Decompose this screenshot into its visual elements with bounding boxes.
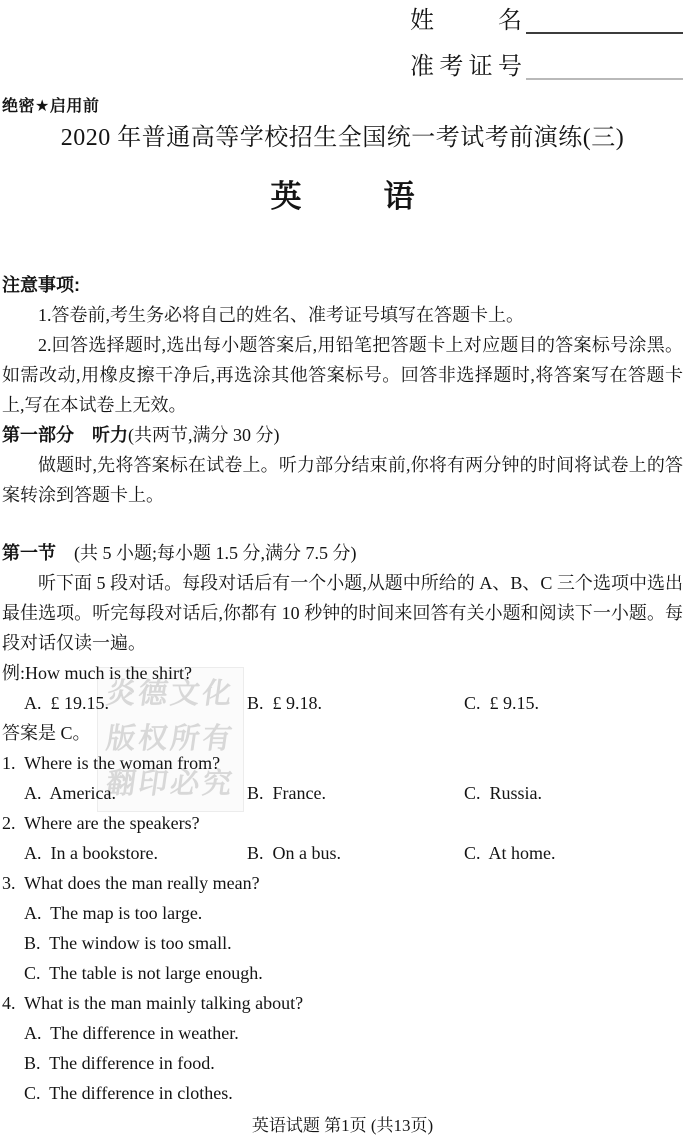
example-option-b: B. £ 9.18. xyxy=(247,693,323,713)
question-1-text: 1. Where is the woman from? xyxy=(2,753,221,773)
section1-heading-bold: 第一节 xyxy=(2,543,56,563)
question-4-option-c: C. The difference in clothes. xyxy=(24,1083,233,1103)
example-answer: 答案是 C。 xyxy=(2,723,91,743)
watermark-line: 版权所有 xyxy=(104,723,237,755)
section1-heading-rest: (共 5 小题;每小题 1.5 分,满分 7.5 分) xyxy=(56,543,357,563)
name-row xyxy=(410,4,683,34)
example-option-a: A. £ 19.15. xyxy=(24,693,109,713)
subject-char-left: 英 xyxy=(270,179,302,214)
question-2-text: 2. Where are the speakers? xyxy=(2,813,200,833)
question-2-option-a: A. In a bookstore. xyxy=(24,843,158,863)
question-2-option-c: C. At home. xyxy=(464,843,556,863)
section1-intro: 听下面 5 段对话。每段对话后有一个小题,从题中所给的 A、B、C 三个选项中选出最佳选项。听完每段对话后,你都有 10 秒钟的时间来回答有关小题和阅读下一小题。每段对话仅读一遍。 xyxy=(2,573,683,653)
notice-item-1: 1.答卷前,考生务必将自己的姓名、准考证号填写在答题卡上。 xyxy=(38,305,524,325)
question-4-option-a: A. The difference in weather. xyxy=(24,1023,239,1043)
watermark-line: 翻印必究 xyxy=(104,768,237,800)
question-2-option-b: B. On a bus. xyxy=(247,843,341,863)
notices-heading: 注意事项: xyxy=(2,275,80,295)
question-1-option-b: B. France. xyxy=(247,783,326,803)
question-3-text: 3. What does the man really mean? xyxy=(2,873,260,893)
admission-number-blank-line xyxy=(526,52,683,80)
subject-title xyxy=(2,176,683,218)
example-option-c: C. £ 9.15. xyxy=(464,693,540,713)
part1-heading xyxy=(2,420,683,450)
question-1-options-row xyxy=(2,778,683,808)
subject-char-right: 语 xyxy=(383,179,415,214)
name-blank-line xyxy=(526,6,683,34)
question-3-option-c: C. The table is not large enough. xyxy=(24,963,263,983)
page-footer: 英语试题 第1页 (共13页) xyxy=(251,1116,434,1135)
question-1-option-a: A. America. xyxy=(24,783,116,803)
section1-heading xyxy=(2,538,683,568)
notice-item-2: 2.回答选择题时,选出每小题答案后,用铅笔把答题卡上对应题目的答案标号涂黑。如需改动,用橡皮擦干净后,再选涂其他答案标号。回答非选择题时,将答案写在答题卡上,写在本试卷上无效。 xyxy=(2,335,683,415)
question-2-options-row xyxy=(2,838,683,868)
example-options-row xyxy=(2,688,683,718)
watermark-line: 炎德文化 xyxy=(104,678,237,710)
example-question: 例:How much is the shirt? xyxy=(2,663,192,683)
part1-intro: 做题时,先将答案标在试卷上。听力部分结束前,你将有两分钟的时间将试卷上的答案转涂到答题卡上。 xyxy=(2,455,683,505)
admission-number-row xyxy=(410,50,683,80)
part1-heading-bold: 第一部分 听力 xyxy=(2,425,128,445)
name-label: 姓 名 xyxy=(410,7,522,34)
question-4-text: 4. What is the man mainly talking about? xyxy=(2,993,304,1013)
candidate-info-block xyxy=(410,4,683,80)
question-3-option-a: A. The map is too large. xyxy=(24,903,203,923)
admission-number-label: 准考证号 xyxy=(410,53,522,80)
secrecy-notice: 绝密★启用前 xyxy=(2,98,100,115)
question-3-option-b: B. The window is too small. xyxy=(24,933,232,953)
question-4-option-b: B. The difference in food. xyxy=(24,1053,215,1073)
question-1-option-c: C. Russia. xyxy=(464,783,543,803)
part1-heading-rest: (共两节,满分 30 分) xyxy=(128,425,280,445)
exam-title: 2020 年普通高等学校招生全国统一考试考前演练(三) xyxy=(60,125,625,151)
